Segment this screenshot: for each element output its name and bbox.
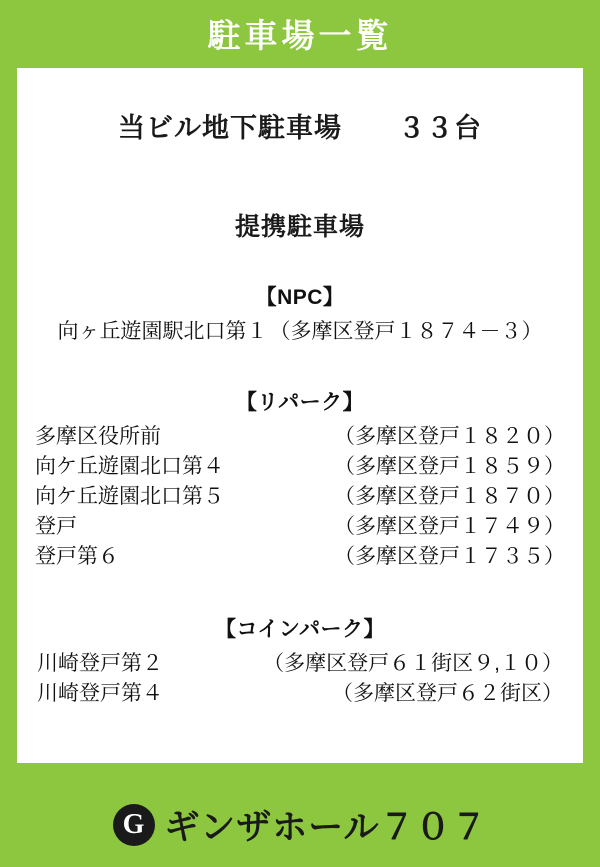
list-item [35,542,565,572]
parking-group-npc [17,281,583,347]
group-rows-npc [17,317,583,347]
group-rows-repark [17,422,583,571]
parking-address: （多摩区登戸６１街区９,１０） [263,652,563,676]
parking-name: 向ケ丘遊園北口第４ [35,455,224,479]
page-title: 駐車場一覧 [207,17,393,54]
parking-address: （多摩区登戸１８７４－３） [269,319,543,343]
group-rows-coinpark [17,649,583,709]
parking-name: 向ヶ丘遊園駅北口第１ [57,319,268,343]
group-label-coinpark: 【コインパーク】 [215,618,385,642]
affiliated-parking-heading: 提携駐車場 [234,212,365,241]
parking-address: （多摩区登戸１７４９） [334,514,565,538]
parking-name: 多摩区役所前 [35,425,161,449]
own-parking-line: 当ビル地下駐車場 ３３台 [118,112,482,143]
parking-address: （多摩区登戸１８７０） [334,485,565,509]
parking-address: （多摩区登戸１７３５） [334,544,565,568]
parking-name: 向ケ丘遊園北口第５ [35,485,224,509]
parking-name: 登戸 [35,514,77,538]
parking-address: （多摩区登戸６２街区） [332,682,563,706]
parking-name: 登戸第６ [35,544,119,568]
brand-logo [113,800,488,850]
parking-group-repark [17,386,583,571]
list-item [35,512,565,542]
parking-address: （多摩区登戸１８２０） [334,425,565,449]
list-item [35,482,565,512]
footer [0,782,600,867]
content-panel [17,68,583,763]
parking-name: 川崎登戸第２ [37,652,163,676]
parking-address: （多摩区登戸１８５９） [334,455,565,479]
brand-name: ギンザホール７０７ [164,807,488,848]
list-item [35,422,565,452]
parking-group-coinpark [17,613,583,709]
group-label-repark: 【リパーク】 [235,391,365,415]
list-item [35,317,565,347]
group-label-npc: 【NPC】 [255,285,345,309]
logo-g-icon: G [113,804,155,846]
parking-name: 川崎登戸第４ [37,682,163,706]
list-item [35,679,565,709]
list-item [35,452,565,482]
list-item [35,649,565,679]
